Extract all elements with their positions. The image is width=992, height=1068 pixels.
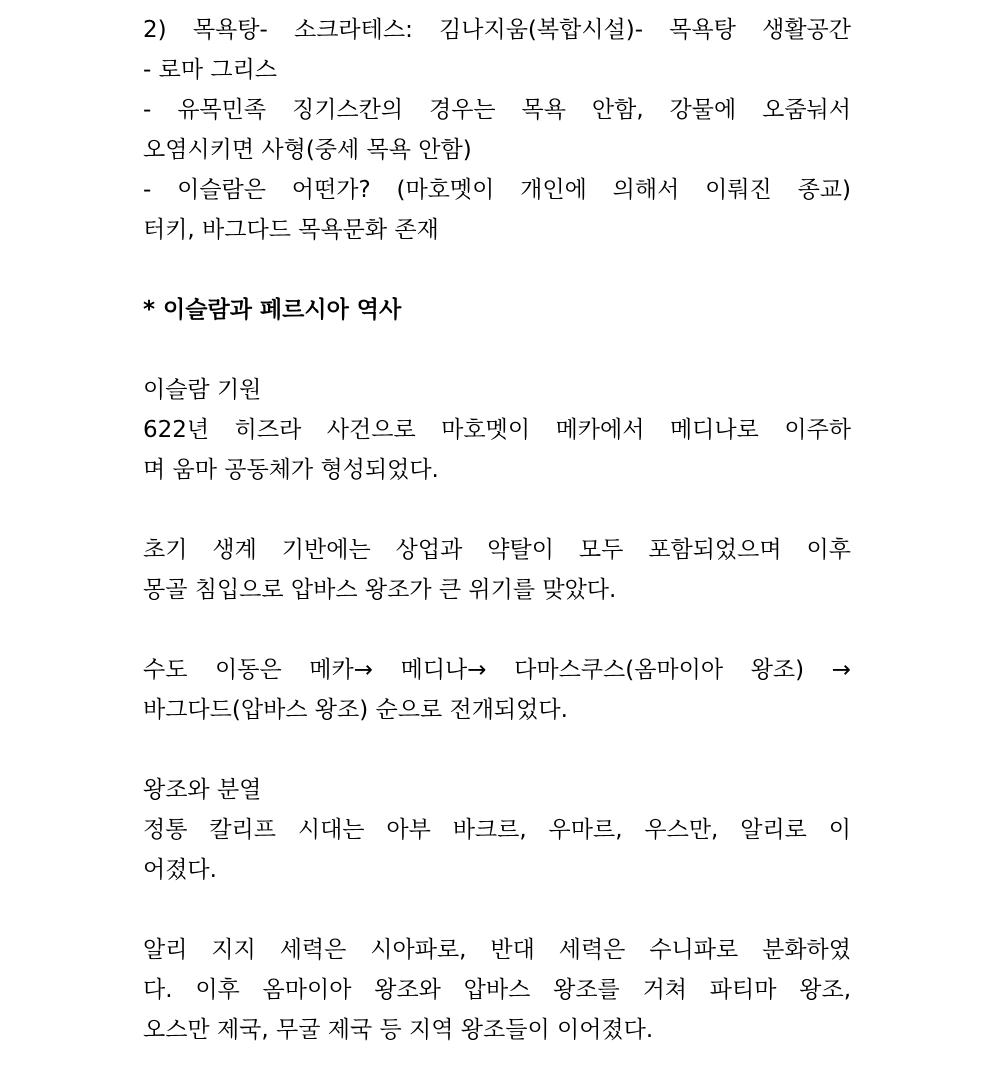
text-line: 며 움마 공동체가 형성되었다. [143, 457, 439, 483]
text-line: 어졌다. [143, 857, 217, 883]
text-line: 다. 이후 옴마이아 왕조와 압바스 왕조를 거쳐 파티마 왕조, [143, 977, 851, 1003]
blank-line [143, 330, 851, 370]
text-line: 바그다드(압바스 왕조) 순으로 전개되었다. [143, 697, 568, 723]
blank-line [143, 610, 851, 650]
text-line: 터키, 바그다드 목욕문화 존재 [143, 217, 439, 243]
text-line: 오스만 제국, 무굴 제국 등 지역 왕조들이 이어졌다. [143, 1017, 654, 1043]
section-heading: * 이슬람과 페르시아 역사 [143, 297, 402, 323]
subheading: 왕조와 분열 [143, 777, 262, 803]
text-line: 정통 칼리프 시대는 아부 바크르, 우마르, 우스만, 알리로 이 [143, 817, 851, 843]
text-line: 몽골 침입으로 압바스 왕조가 큰 위기를 맞았다. [143, 577, 617, 603]
text-line: - 이슬람은 어떤가? (마호멧이 개인에 의해서 이뤄진 종교) [143, 177, 851, 203]
subheading: 이슬람 기원 [143, 377, 262, 403]
text-line: 알리 지지 세력은 시아파로, 반대 세력은 수니파로 분화하였 [143, 937, 851, 963]
blank-line [143, 730, 851, 770]
blank-line [143, 890, 851, 930]
text-line: - 로마 그리스 [143, 57, 278, 83]
text-line: 622년 히즈라 사건으로 마호멧이 메카에서 메디나로 이주하 [143, 417, 851, 443]
blank-line [143, 490, 851, 530]
text-line: 초기 생계 기반에는 상업과 약탈이 모두 포함되었으며 이후 [143, 537, 851, 563]
text-line: 수도 이동은 메카→ 메디나→ 다마스쿠스(옴마이아 왕조) → [143, 657, 851, 683]
blank-line [143, 250, 851, 290]
document-body [143, 10, 851, 1050]
text-line: 오염시키면 사형(중세 목욕 안함) [143, 137, 472, 163]
text-line: 2) 목욕탕- 소크라테스: 김나지움(복합시설)- 목욕탕 생활공간 [143, 17, 851, 43]
text-line: - 유목민족 징기스칸의 경우는 목욕 안함, 강물에 오줌눠서 [143, 97, 851, 123]
